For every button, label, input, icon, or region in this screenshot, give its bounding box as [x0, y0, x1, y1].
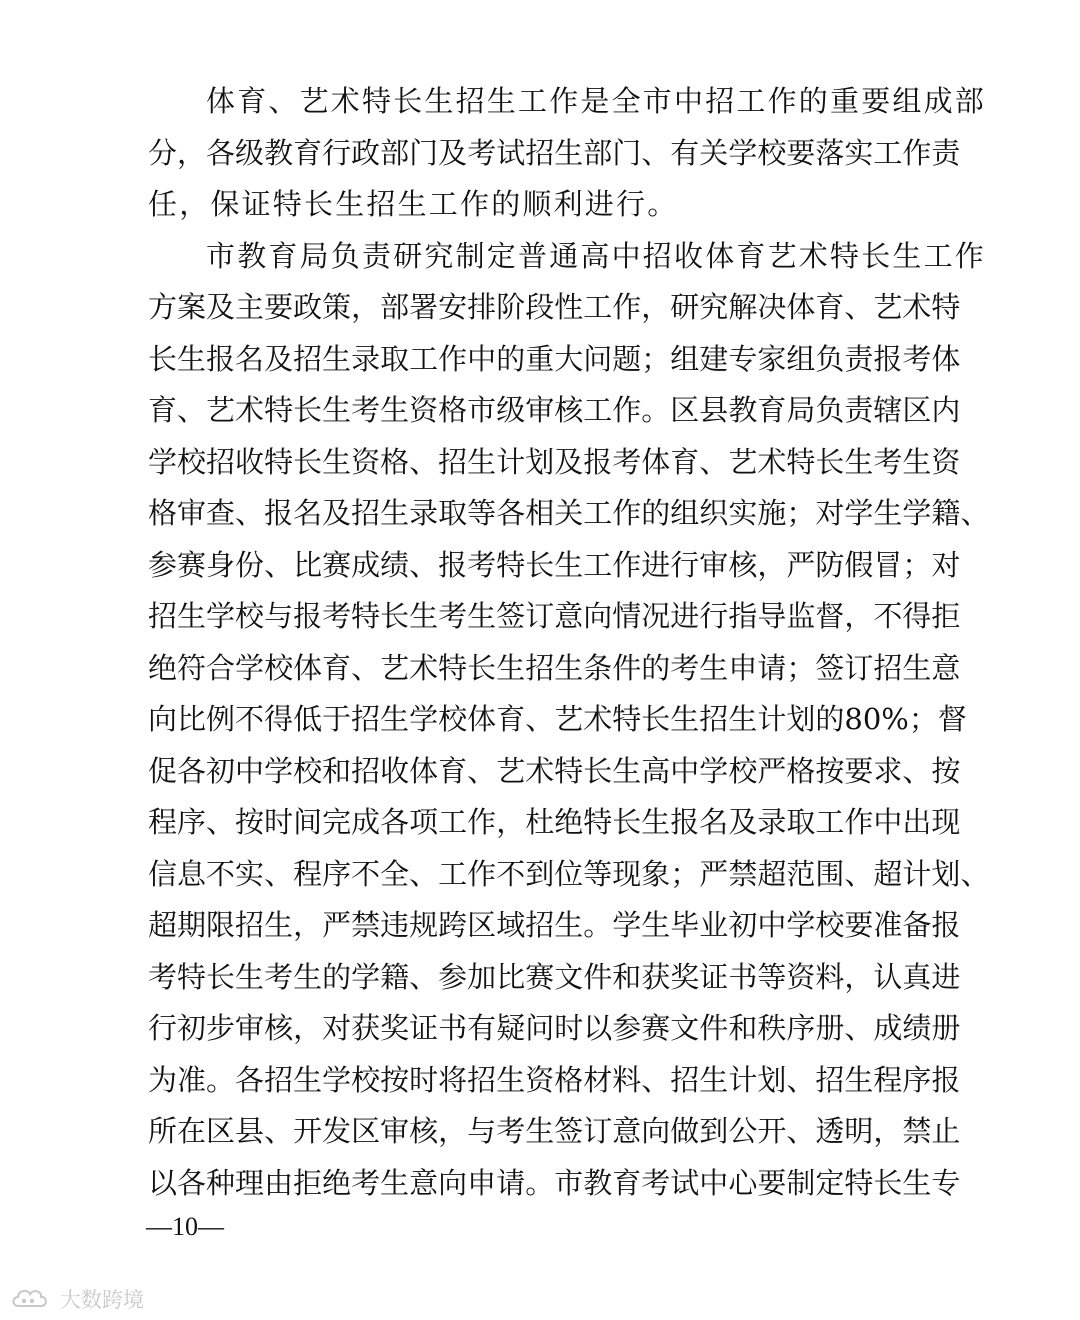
text-line: 长 生 报 名 及 招 生 录 取 工 作 中 的 重 大 问 题 ； 组 建 专 家 组 负 责 报 考 体: [148, 341, 961, 376]
text-line: 超 期 限 招 生 ， 严 禁 违 规 跨 区 域 招 生 。 学 生 毕 业 初 中 学 校 要 准 备 报: [148, 908, 961, 942]
text-line: 向 比 例 不 得 低 于 招 生 学 校 体 育 、 艺 术 特 长 生 招 生 计 划 的 80% ； 督: [148, 702, 967, 736]
page-number: —10—: [146, 1212, 224, 1241]
text-line: 任，保证特长生招生工作的顺利进行。: [148, 187, 679, 221]
text-line: 促 各 初 中 学 校 和 招 收 体 育 、 艺 术 特 长 生 高 中 学 校 严 格 按 要 求 、 按: [148, 753, 961, 788]
document-body: [148, 76, 990, 1209]
text-line: 分 ， 各 级 教 育 行 政 部 门 及 考 试 招 生 部 门 、 有 关 学 校 要 落 实 工 作 责: [148, 135, 961, 170]
text-line: 市教育局负责研究制定普通高中招收体育艺术特长生工作: [206, 238, 987, 273]
text-line: 学 校 招 收 特 长 生 资 格 、 招 生 计 划 及 报 考 体 育 、 艺 术 特 长 生 考 生 资: [148, 444, 961, 479]
watermark-text: 大数跨境: [60, 1288, 144, 1312]
text-line: 招 生 学 校 与 报 考 特 长 生 考 生 签 订 意 向 情 况 进 行 指 导 监 督 ， 不 得 拒: [148, 599, 961, 633]
text-line: 格 审 查 、 报 名 及 招 生 录 取 等 各 相 关 工 作 的 组 织 实 施 ； 对 学 生 学 籍 、: [148, 496, 990, 530]
text-line: 以 各 种 理 由 拒 绝 考 生 意 向 申 请 。 市 教 育 考 试 中 心 要 制 定 特 长 生 专: [148, 1165, 961, 1200]
cloud-logo-icon: [10, 1286, 54, 1312]
text-line: 程 序 、 按 时 间 完 成 各 项 工 作 ， 杜 绝 特 长 生 报 名 及 录 取 工 作 中 出 现: [148, 805, 961, 839]
text-line: 体育、艺术特长生招生工作是全市中招工作的重要组成部: [206, 84, 987, 118]
watermark: [10, 1284, 144, 1314]
text-line: 绝 符 合 学 校 体 育 、 艺 术 特 长 生 招 生 条 件 的 考 生 申 请 ； 签 订 招 生 意: [148, 650, 961, 685]
text-line: 考 特 长 生 考 生 的 学 籍 、 参 加 比 赛 文 件 和 获 奖 证 书 等 资 料 ， 认 真 进: [148, 959, 961, 994]
text-line: 信 息 不 实 、 程 序 不 全 、 工 作 不 到 位 等 现 象 ； 严 禁 超 范 围 、 超 计 划 、: [148, 856, 990, 891]
text-line: 为 准 。 各 招 生 学 校 按 时 将 招 生 资 格 材 料 、 招 生 计 划 、 招 生 程 序 报: [148, 1062, 961, 1097]
text-line: 育 、 艺 术 特 长 生 考 生 资 格 市 级 审 核 工 作 。 区 县 教 育 局 负 责 辖 区 内: [148, 393, 961, 427]
text-line: 参 赛 身 份 、 比 赛 成 绩 、 报 考 特 长 生 工 作 进 行 审 核 ， 严 防 假 冒 ； 对: [148, 547, 961, 582]
text-line: 方 案 及 主 要 政 策 ， 部 署 安 排 阶 段 性 工 作 ， 研 究 解 决 体 育 、 艺 术 特: [148, 290, 961, 324]
text-line: 所 在 区 县 、 开 发 区 审 核 ， 与 考 生 签 订 意 向 做 到 公 开 、 透 明 ， 禁 止: [148, 1114, 961, 1148]
text-line: 行 初 步 审 核 ， 对 获 奖 证 书 有 疑 问 时 以 参 赛 文 件 和 秩 序 册 、 成 绩 册: [148, 1011, 961, 1045]
